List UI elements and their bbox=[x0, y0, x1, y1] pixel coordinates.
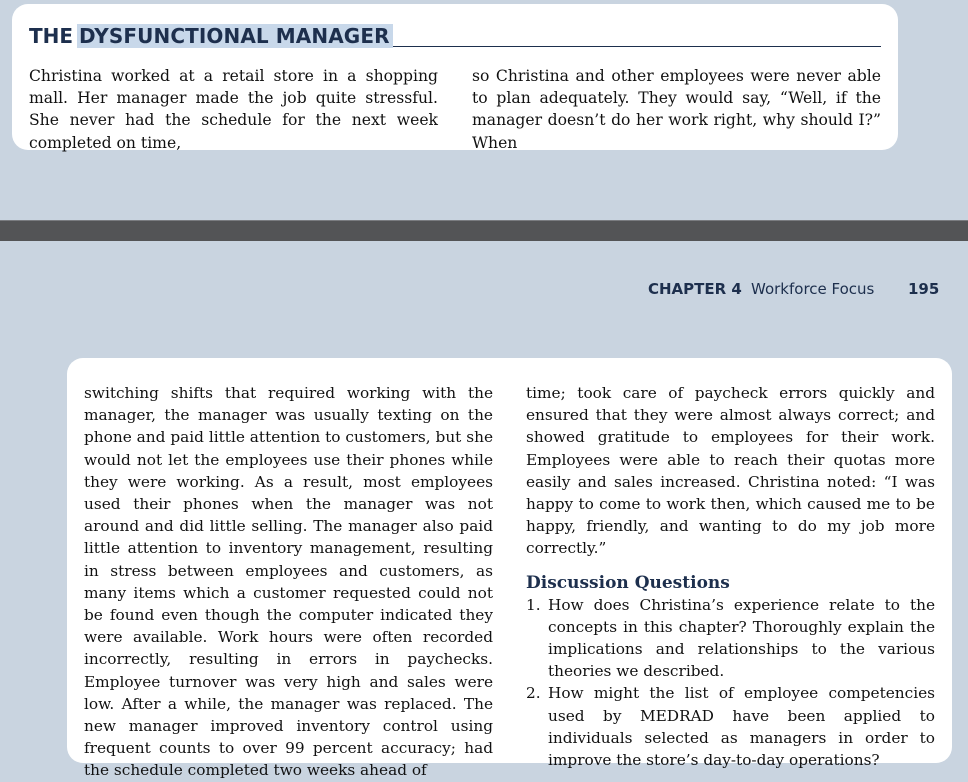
question-number: 2. bbox=[526, 684, 541, 703]
discussion-questions bbox=[526, 594, 935, 772]
discussion-heading: Discussion Questions bbox=[526, 572, 730, 593]
question-item bbox=[526, 682, 935, 771]
case-box-continued bbox=[67, 358, 952, 780]
continued-columns bbox=[84, 382, 935, 782]
continued-right-column bbox=[526, 382, 935, 782]
case-left-column: Christina worked at a retail store in a shopping mall. Her manager made the job quite stressful. She never had the schedule for the next week completed on time, bbox=[29, 67, 438, 152]
title-prefix: THE bbox=[29, 24, 74, 48]
page-break-divider bbox=[0, 220, 968, 241]
section-label: Workforce Focus bbox=[751, 280, 875, 298]
case-box-top bbox=[12, 4, 898, 150]
question-text: How does Christina’s experience relate to the concepts in this chapter? Thoroughly explain the implications and relationships to the various theories we described. bbox=[548, 595, 935, 681]
case-box-title bbox=[29, 22, 881, 50]
page-number: 195 bbox=[908, 280, 940, 298]
title-rule bbox=[393, 46, 881, 47]
continued-right-text: time; took care of paycheck errors quickly and ensured that they were almost always correct; and showed gratitude to employees for their work. Employees were able to reach their quotas more easily and sales increased. Christina noted: “I was happy to come to work then, which caused me to be happy, friendly, and wanting to do my job more correctly.” bbox=[526, 384, 935, 558]
title-highlight: DYSFUNCTIONAL MANAGER bbox=[77, 24, 393, 48]
continued-left-column: switching shifts that required working with the manager, the manager was usually texting on the phone and paid little attention to customers, but she would not let the employees use their phones while they were working. As a result, most employees used their phones when the manager was not around and did little selling. The manager also paid little attention to inventory management, resulting in stress between employees and customers, as many items which a customer requested could not be found even though the computer indicated they were available. Work hours were often recorded incorrectly, resulting in errors in paychecks. Employee turnover was very high and sales were low. After a while, the manager was replaced. The new manager improved inventory control using frequent counts to over 99 percent accuracy; had the schedule completed two weeks ahead of bbox=[84, 384, 493, 780]
case-right-column: so Christina and other employees were never able to plan adequately. They would say, “Well, if the manager doesn’t do her work right, why should I?” When bbox=[472, 67, 881, 152]
chapter-label: CHAPTER 4 bbox=[648, 280, 742, 298]
case-box-columns bbox=[29, 65, 881, 154]
question-item bbox=[526, 594, 935, 683]
question-text: How might the list of employee competencies used by MEDRAD have been applied to individuals selected as managers in order to improve the store’s day-to-day operations? bbox=[548, 684, 935, 770]
question-number: 1. bbox=[526, 595, 541, 614]
running-head bbox=[648, 280, 940, 300]
